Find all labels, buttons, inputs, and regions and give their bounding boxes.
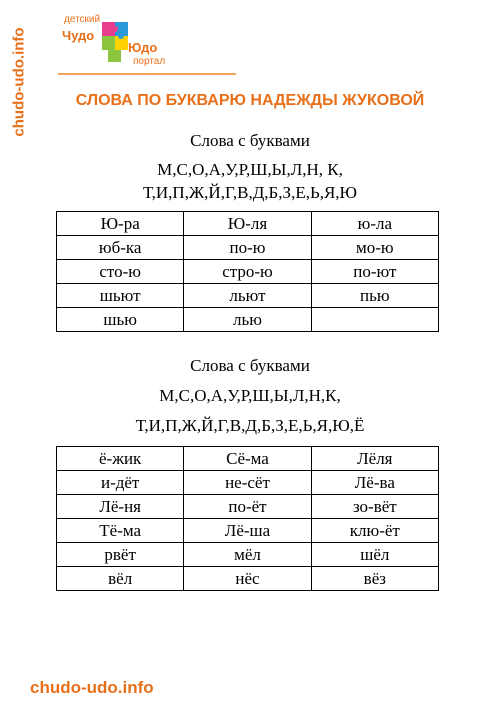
section1-letters-line2: Т,И,П,Ж,Й,Г,В,Д,Б,З,Е,Ь,Я,Ю (142, 183, 358, 202)
section1-heading: Слова с буквами (190, 131, 310, 150)
table-cell: юб-ка (57, 236, 184, 260)
table-row (57, 212, 439, 236)
table-cell: мо-ю (311, 236, 438, 260)
table-cell: нёс (184, 567, 311, 591)
logo-text-bottom: портал (133, 56, 166, 67)
table-row (57, 308, 439, 332)
section2-letters-line2: Т,И,П,Ж,Й,Г,В,Д,Б,З,Е,Ь,Я,Ю,Ё (135, 416, 365, 435)
section2-letters-line1: М,С,О,А,У,Р,Ш,Ы,Л,Н,К, (159, 386, 341, 405)
logo-text-left: Чудо (62, 28, 95, 43)
table-cell: Лёля (311, 447, 438, 471)
table-cell: рвёт (57, 543, 184, 567)
section1-letters-line1: М,С,О,А,У,Р,Ш,Ы,Л,Н, К, (157, 160, 343, 179)
table-cell: шьют (57, 284, 184, 308)
table-row (57, 495, 439, 519)
table-cell: шью (57, 308, 184, 332)
table-row (57, 236, 439, 260)
table-cell: стро-ю (184, 260, 311, 284)
table-row (57, 471, 439, 495)
section2-heading: Слова с буквами (190, 356, 310, 375)
table-cell: лью (184, 308, 311, 332)
table-cell: Лё-ва (311, 471, 438, 495)
logo-text-top: детский (64, 14, 101, 25)
table-cell: по-ю (184, 236, 311, 260)
table-row (57, 519, 439, 543)
table-cell: и-дёт (57, 471, 184, 495)
header-divider (58, 73, 236, 75)
table-row (57, 543, 439, 567)
table-row (57, 567, 439, 591)
table-cell: вёз (311, 567, 438, 591)
table-cell: по-ёт (184, 495, 311, 519)
table-cell: Лё-ша (184, 519, 311, 543)
table-cell: клю-ёт (311, 519, 438, 543)
logo-text-right: Юдо (128, 40, 158, 55)
page-title: СЛОВА ПО БУКВАРЮ НАДЕЖДЫ ЖУКОВОЙ (75, 92, 425, 109)
section1-word-table (56, 211, 439, 332)
table-cell: шёл (311, 543, 438, 567)
site-logo[interactable] (58, 14, 178, 72)
table-cell: вёл (57, 567, 184, 591)
table-cell: по-ют (311, 260, 438, 284)
table-row (57, 260, 439, 284)
table-cell (311, 308, 438, 332)
section2-word-table (56, 446, 439, 591)
table-cell: Сё-ма (184, 447, 311, 471)
table-row (57, 284, 439, 308)
table-cell: мёл (184, 543, 311, 567)
table-cell: сто-ю (57, 260, 184, 284)
bottom-watermark[interactable]: chudo-udo.info (30, 678, 154, 697)
table-cell: Лё-ня (57, 495, 184, 519)
table-cell: зо-вёт (311, 495, 438, 519)
table-cell: Ю-ра (57, 212, 184, 236)
table-cell: Ю-ля (184, 212, 311, 236)
section2-table-body (57, 447, 439, 591)
section1-table-body (57, 212, 439, 332)
table-cell: ё-жик (57, 447, 184, 471)
table-cell: пью (311, 284, 438, 308)
table-cell: не-сёт (184, 471, 311, 495)
table-cell: льют (184, 284, 311, 308)
side-watermark-text: chudo-udo.info (10, 27, 28, 137)
table-row (57, 447, 439, 471)
table-cell: Тё-ма (57, 519, 184, 543)
table-cell: ю-ла (311, 212, 438, 236)
